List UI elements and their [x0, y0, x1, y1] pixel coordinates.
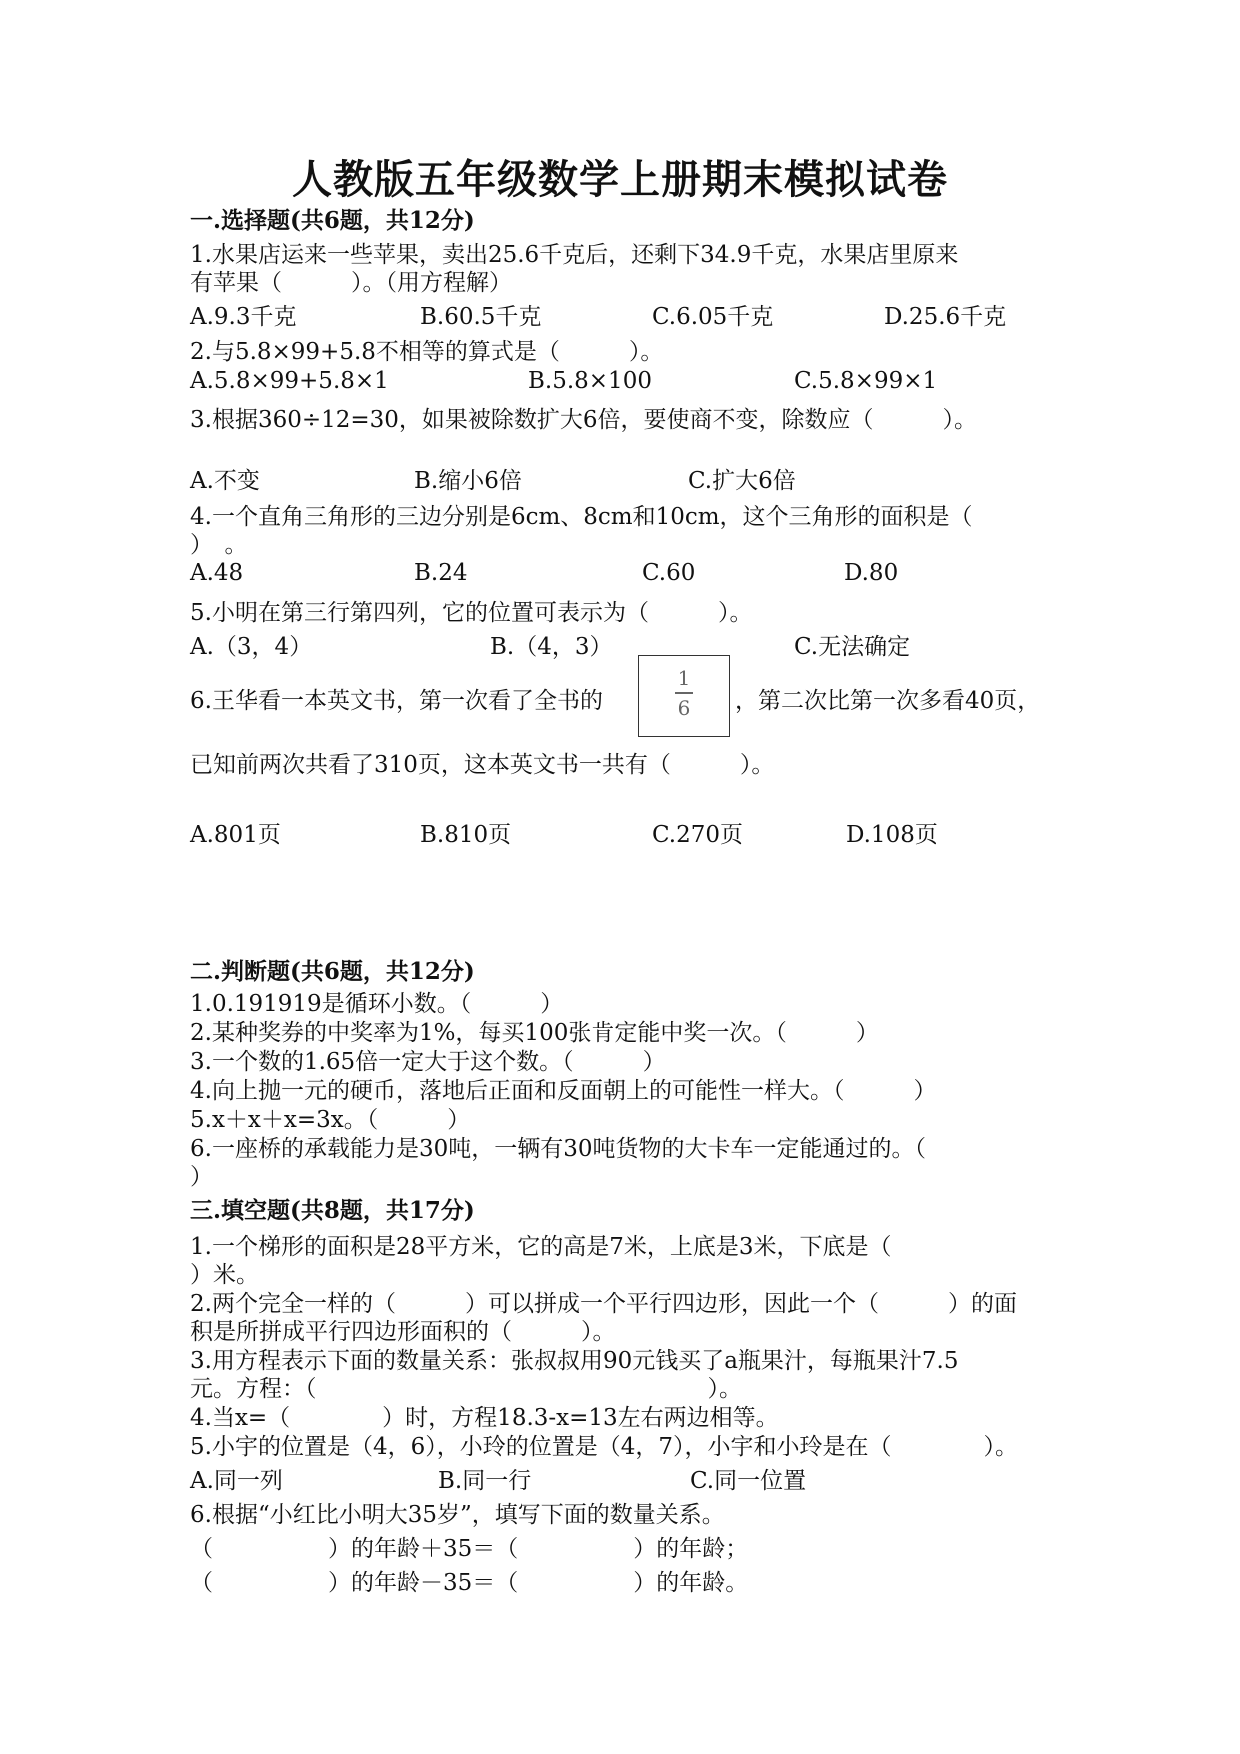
option-d: D.108页 [846, 822, 938, 848]
fraction-numerator: 1 [677, 666, 691, 690]
option-d: D.25.6千克 [884, 304, 1007, 330]
option-a: A.不变 [190, 468, 260, 494]
question-text: 2.与5.8×99+5.8不相等的算式是（ ）。 [190, 339, 664, 365]
option-c: C.270页 [652, 822, 743, 848]
list-item: （ ）的年龄＋35＝（ ）的年龄； [190, 1536, 749, 1562]
page-title: 人教版五年级数学上册期末模拟试卷 [292, 156, 948, 203]
option-b: B.同一行 [438, 1468, 532, 1494]
list-item: 5.小宇的位置是（4，6），小玲的位置是（4，7），小宇和小玲是在（ ）。 [190, 1434, 1018, 1460]
question-text: 4.一个直角三角形的三边分别是6cm、8cm和10cm，这个三角形的面积是（ [190, 504, 973, 530]
section-heading-judgement: 二.判断题(共6题，共12分) [190, 958, 475, 985]
question-text: ） 。 [190, 532, 248, 558]
list-item: 1.一个梯形的面积是28平方米，它的高是7米，上底是3米，下底是（ [190, 1234, 892, 1260]
option-a: A.48 [190, 560, 244, 586]
option-c: C.同一位置 [690, 1468, 807, 1494]
option-c: C.6.05千克 [652, 304, 774, 330]
option-b: B.缩小6倍 [414, 468, 522, 494]
fraction-image [638, 655, 730, 737]
list-item: 1.0.191919是循环小数。（ ） [190, 991, 564, 1017]
fraction-denominator: 6 [677, 695, 691, 720]
option-a: A.同一列 [190, 1468, 283, 1494]
list-item: 6.根据“小红比小明大35岁”，填写下面的数量关系。 [190, 1502, 725, 1528]
section-heading-choice: 一.选择题(共6题，共12分) [190, 207, 475, 234]
question-text: 6.王华看一本英文书，第一次看了全书的 [190, 688, 603, 714]
question-text: 已知前两次共看了310页，这本英文书一共有（ ）。 [190, 752, 775, 778]
option-b: B.24 [414, 560, 468, 586]
list-item: 2.某种奖券的中奖率为1%，每买100张肯定能中奖一次。（ ） [190, 1020, 879, 1046]
list-item: ）米。 [190, 1262, 259, 1288]
option-c: C.60 [642, 560, 696, 586]
question-text: 3.根据360÷12=30，如果被除数扩大6倍，要使商不变，除数应（ ）。 [190, 407, 978, 433]
option-b: B.（4，3） [490, 634, 613, 660]
list-item: 5.x＋x＋x=3x。（ ） [190, 1107, 471, 1133]
list-item: 元。方程：（ ）。 [190, 1376, 742, 1402]
question-text: ，第二次比第一次多看40页， [735, 688, 1041, 714]
question-text: 1.水果店运来一些苹果，卖出25.6千克后，还剩下34.9千克，水果店里原来 [190, 242, 959, 268]
list-item: （ ）的年龄－35＝（ ）的年龄。 [190, 1570, 749, 1596]
option-a: A.9.3千克 [190, 304, 297, 330]
option-b: B.810页 [420, 822, 512, 848]
question-text: 5.小明在第三行第四列，它的位置可表示为（ ）。 [190, 600, 753, 626]
list-item: 4.向上抛一元的硬币，落地后正面和反面朝上的可能性一样大。（ ） [190, 1078, 937, 1104]
fraction-bar [675, 692, 693, 694]
option-b: B.60.5千克 [420, 304, 542, 330]
option-c: C.扩大6倍 [688, 468, 796, 494]
list-item: 6.一座桥的承载能力是30吨，一辆有30吨货物的大卡车一定能通过的。（ [190, 1136, 926, 1162]
question-text: 有苹果（ ）。（用方程解） [190, 270, 512, 296]
option-b: B.5.8×100 [528, 368, 652, 394]
list-item: 3.用方程表示下面的数量关系：张叔叔用90元钱买了a瓶果汁，每瓶果汁7.5 [190, 1348, 959, 1374]
option-c: C.5.8×99×1 [794, 368, 938, 394]
option-a: A.5.8×99+5.8×1 [190, 368, 389, 394]
list-item: 2.两个完全一样的（ ）可以拼成一个平行四边形，因此一个（ ）的面 [190, 1291, 1017, 1317]
list-item: ） [190, 1164, 213, 1190]
option-a: A.801页 [190, 822, 281, 848]
section-heading-fill: 三.填空题(共8题，共17分) [190, 1197, 475, 1224]
list-item: 积是所拼成平行四边形面积的（ ）。 [190, 1319, 616, 1345]
list-item: 3.一个数的1.65倍一定大于这个数。（ ） [190, 1049, 666, 1075]
option-d: D.80 [844, 560, 899, 586]
option-a: A.（3，4） [190, 634, 313, 660]
option-c: C.无法确定 [794, 634, 911, 660]
list-item: 4.当x=（ ）时，方程18.3-x=13左右两边相等。 [190, 1405, 779, 1431]
